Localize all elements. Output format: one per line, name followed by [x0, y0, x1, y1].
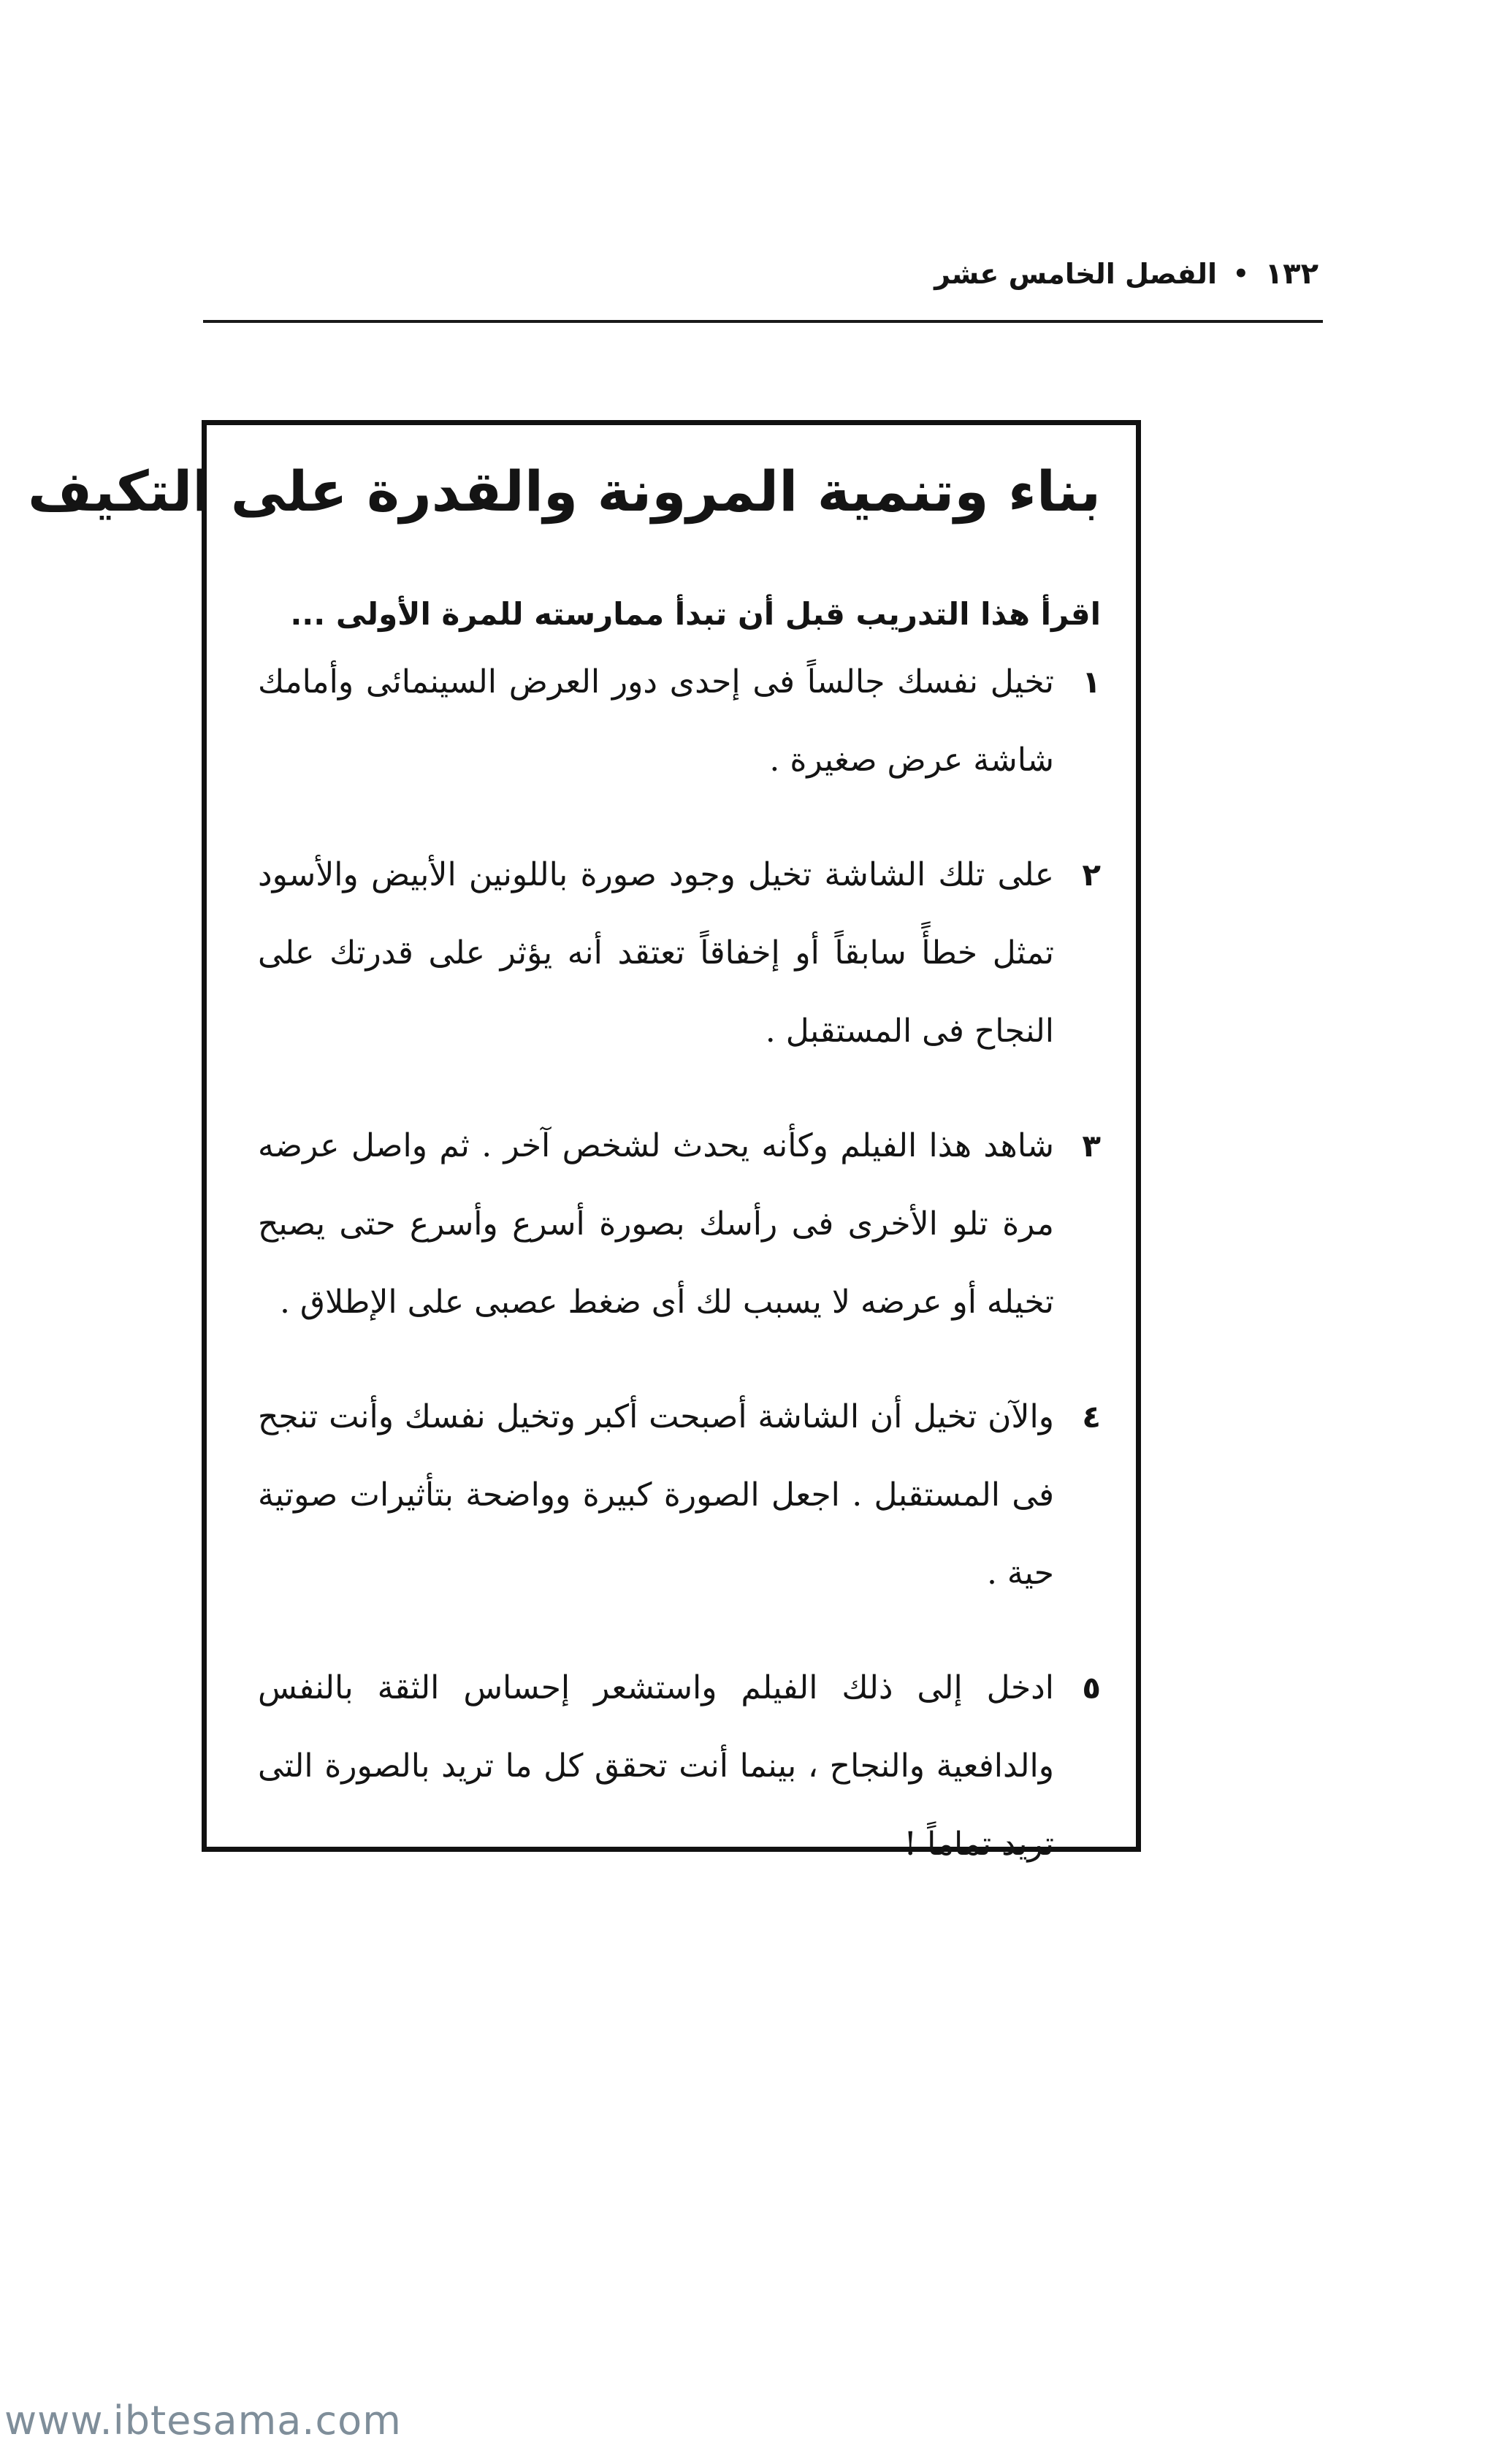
step-text: على تلك الشاشة تخيل وجود صورة باللونين الأبيض والأسود تمثل خطأً سابقاً أو إخفاقاً تعتقد أنه يؤثر على قدرتك على النجاح فى المستقبل . — [258, 855, 1054, 1050]
step-text: شاهد هذا الفيلم وكأنه يحدث لشخص آخر . ثم واصل عرضه مرة تلو الأخرى فى رأسك بصورة أسرع وأسرع حتى يصبح تخيله أو عرضه لا يسبب لك أى ضغط عصبى على الإطلاق . — [258, 1126, 1054, 1321]
running-header — [898, 245, 1318, 303]
step-item — [258, 1107, 1101, 1341]
chapter-title: الفصل الخامس عشر — [934, 258, 1218, 290]
step-item — [258, 1378, 1101, 1612]
header-divider — [203, 320, 1323, 323]
exercise-box — [27, 420, 1141, 1863]
step-text: تخيل نفسك جالساً فى إحدى دور العرض السينمائى وأمامك شاشة عرض صغيرة . — [258, 663, 1054, 779]
step-number: ٤ — [1082, 1398, 1101, 1435]
step-number: ١ — [1082, 663, 1101, 700]
step-text: ادخل إلى ذلك الفيلم واستشعر إحساس الثقة بالنفس والدافعية والنجاح ، بينما أنت تحقق كل ما تريد بالصورة التى تريد تماماً ! — [258, 1668, 1054, 1863]
step-number: ٢ — [1082, 856, 1101, 893]
step-number: ٣ — [1082, 1127, 1101, 1164]
step-item — [258, 836, 1101, 1070]
steps-list — [258, 643, 1101, 1883]
step-number: ٥ — [1082, 1669, 1101, 1706]
website-watermark: www.ibtesama.com — [4, 2398, 402, 2444]
page-number: ١٣٢ — [1264, 257, 1318, 291]
step-item — [258, 643, 1101, 799]
exercise-intro: اقرأ هذا التدريب قبل أن تبدأ ممارسته للمرة الأولى ... — [290, 595, 1101, 632]
header-separator: • — [1233, 259, 1249, 289]
step-text: والآن تخيل أن الشاشة أصبحت أكبر وتخيل نفسك وأنت تنجح فى المستقبل . اجعل الصورة كبيرة وواضحة بتأثيرات صوتية حية . — [258, 1397, 1054, 1592]
exercise-title: بناء وتنمية المرونة والقدرة على التكيف — [27, 459, 1101, 524]
step-item — [258, 1649, 1101, 1883]
